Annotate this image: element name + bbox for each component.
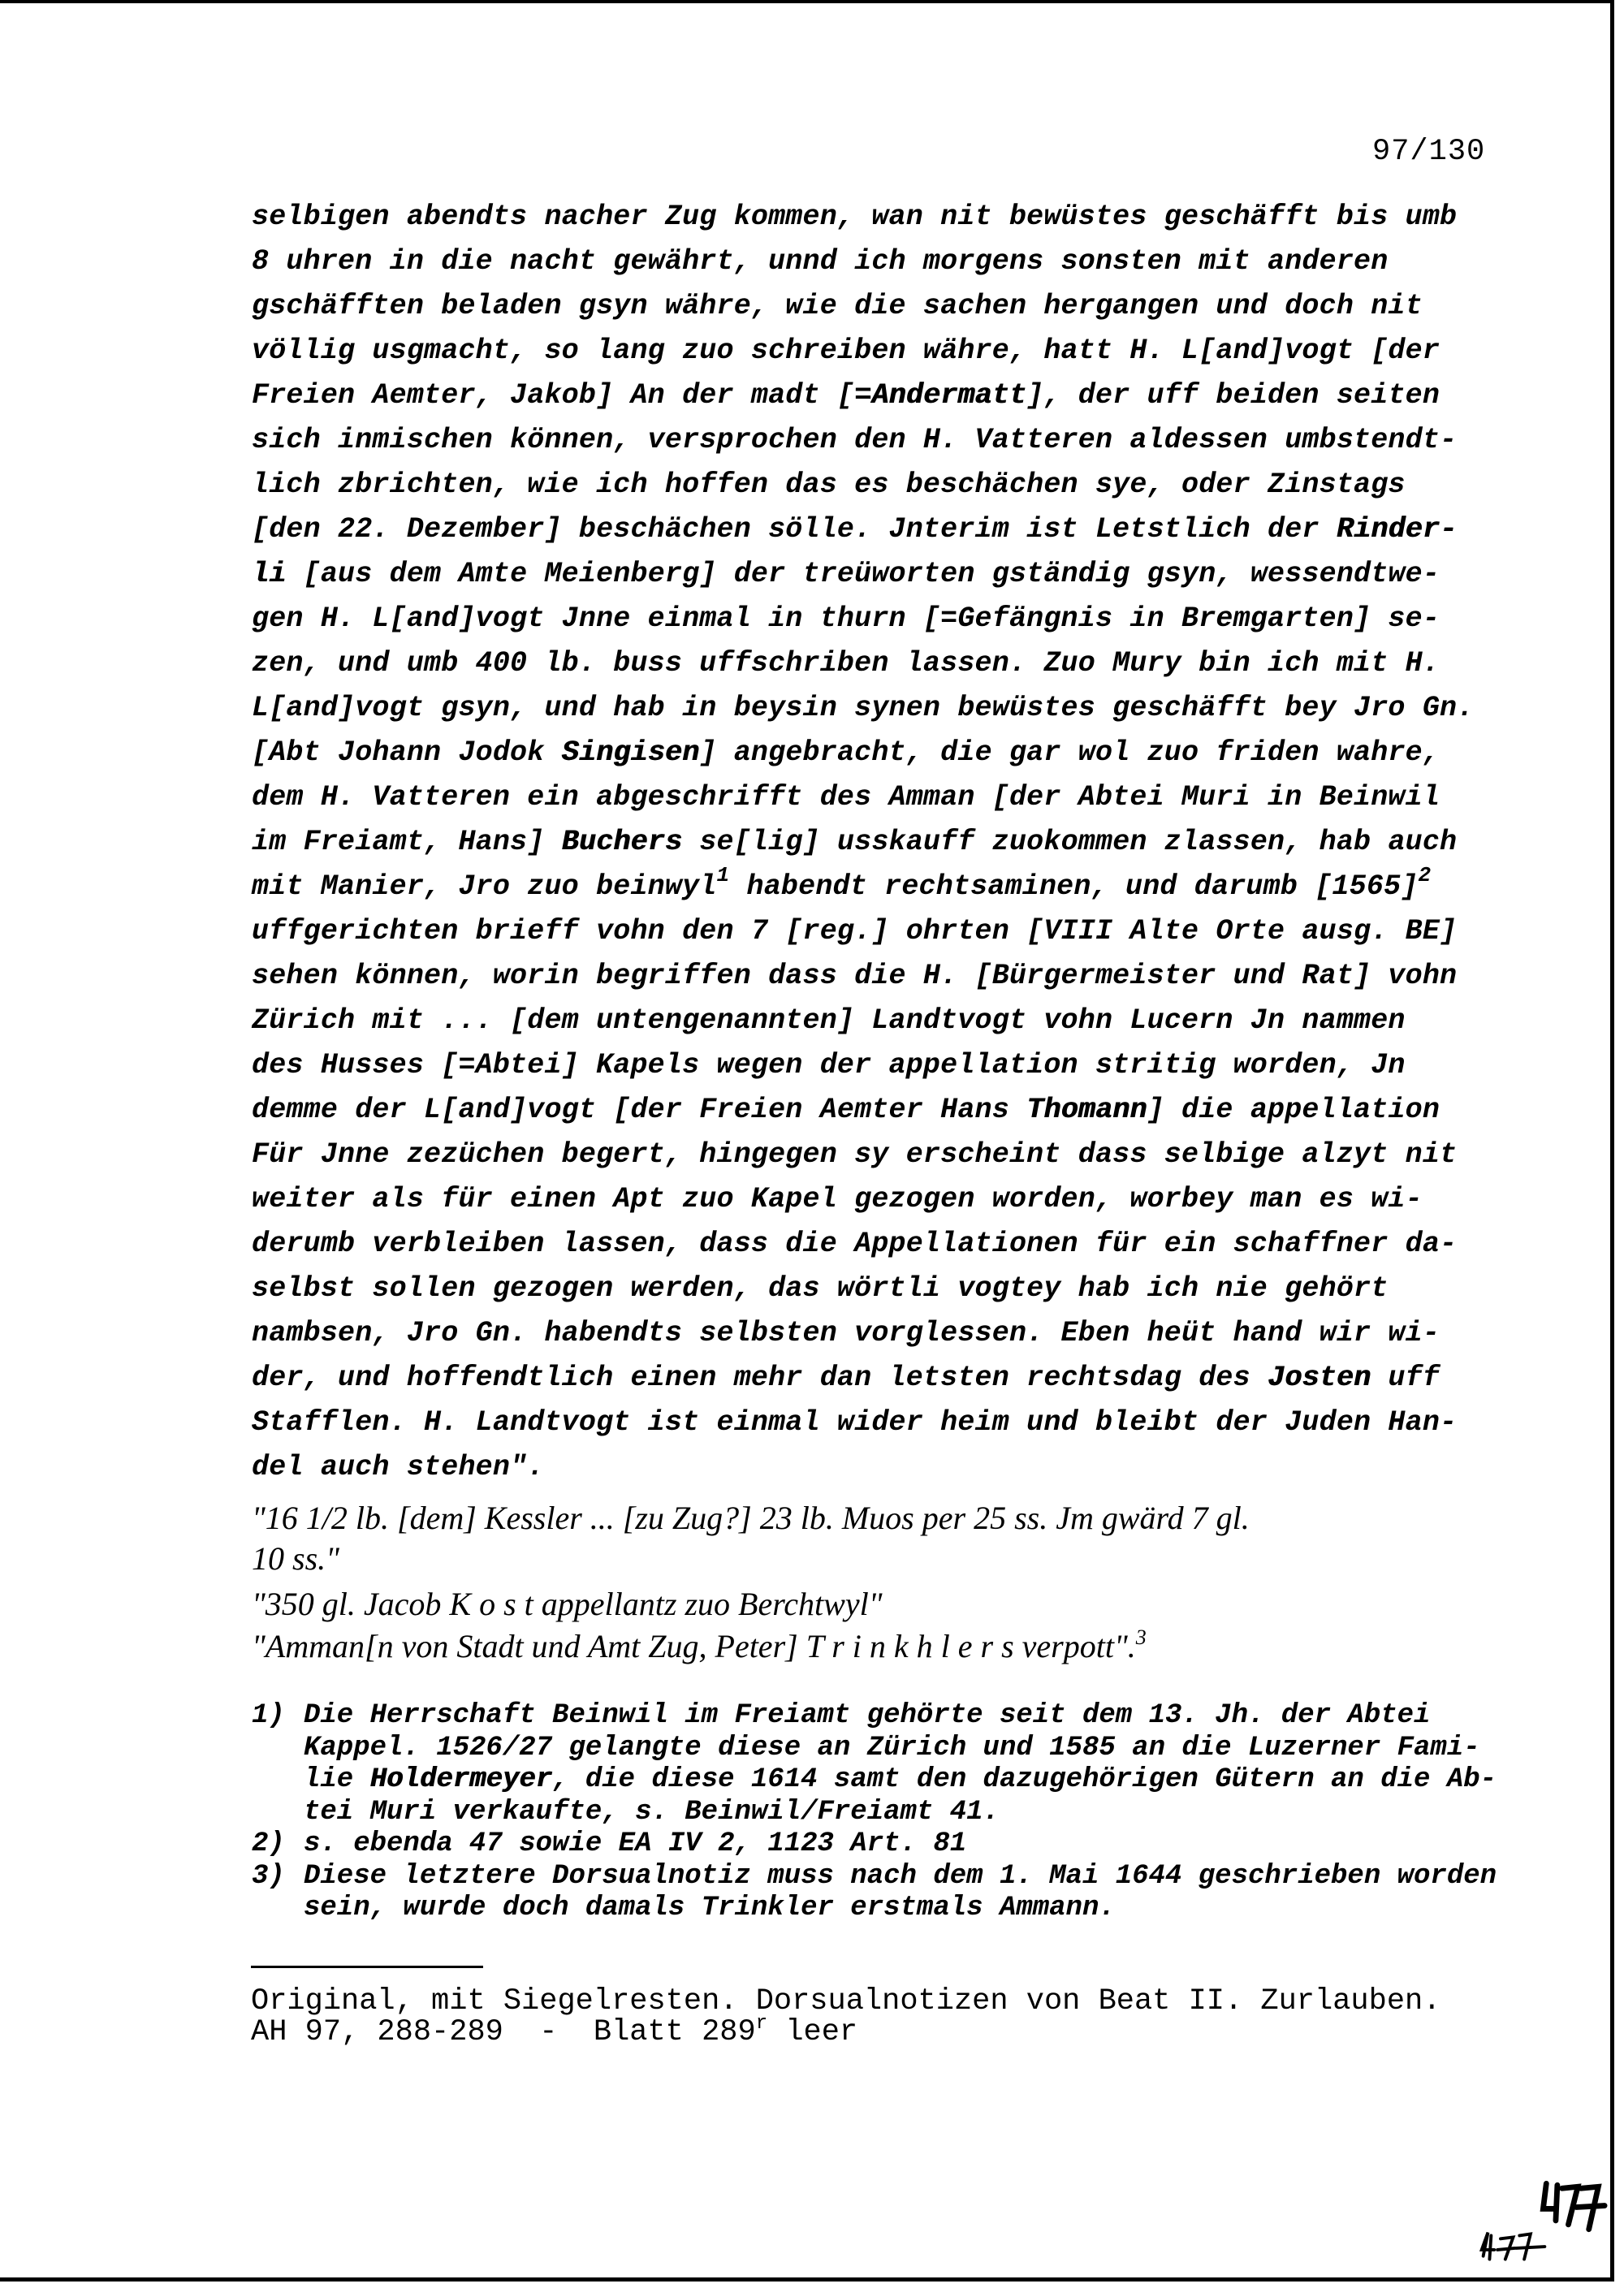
text-line — [252, 820, 1474, 865]
text-line — [252, 999, 1474, 1043]
text-line — [252, 195, 1474, 240]
footnote-line — [252, 1764, 1497, 1797]
text-line — [304, 1893, 1116, 1925]
footnote-ref: r — [755, 2013, 768, 2035]
text-line — [252, 1177, 1474, 1222]
footnote-line — [252, 1733, 1497, 1765]
text-line — [252, 909, 1474, 954]
text-line — [252, 1043, 1474, 1088]
text-segment: "350 gl. Jacob K o s t appellantz zuo Berchtwyl" — [252, 1586, 883, 1622]
text-line — [252, 373, 1474, 418]
text-line — [252, 1222, 1474, 1267]
text-segment: AH 97, 288-289 - Blatt 289 — [251, 2015, 756, 2049]
text-segment: sehen können, worin begriffen dass die H. [Bürgermeister und Rat] vohn — [252, 960, 1458, 992]
text-segment: derumb verbleiben lassen, dass die Appellationen für ein schaffner da- — [252, 1228, 1458, 1260]
text-segment: Kappel. 1526/27 gelangte diese an Zürich und 1585 an die Luzerner Fami- — [304, 1732, 1480, 1763]
text-line — [252, 463, 1474, 507]
text-line — [304, 1861, 1497, 1893]
text-segment: mit Manier, Jro zuo beinwyl — [252, 870, 717, 903]
text-line — [252, 597, 1474, 641]
text-line — [251, 1986, 1440, 2017]
main-text — [252, 195, 1474, 1490]
text-segment: "16 1/2 lb. [dem] Kessler ... [zu Zug?] 23 lb. Muos per 25 ss. Jm gwärd 7 gl. — [252, 1500, 1250, 1536]
footnote-line — [252, 1861, 1497, 1893]
text-line — [252, 1445, 1474, 1490]
text-line — [252, 686, 1474, 731]
text-segment: uff — [1371, 1362, 1440, 1394]
text-line — [252, 1267, 1474, 1311]
text-segment: nambsen, Jro Gn. habendts selbsten vorglessen. Eben heüt hand wir wi- — [252, 1317, 1440, 1349]
text-segment: völlig usgmacht, so lang zuo schreiben währe, hatt H. L[and]vogt [der — [252, 335, 1440, 367]
bold-name: Thomann — [1026, 1094, 1147, 1126]
text-line — [252, 775, 1474, 820]
footnote-ref: 1 — [716, 863, 730, 887]
bold-name: li — [252, 558, 287, 590]
bold-name: Rinder- — [1336, 513, 1458, 546]
text-line — [304, 1700, 1430, 1733]
text-line — [252, 1401, 1474, 1445]
text-segment: weiter als für einen Apt zuo Kapel gezogen worden, worbey man es wi- — [252, 1183, 1423, 1215]
text-segment: selbst sollen gezogen werden, das wörtli vogtey hab ich nie gehört — [252, 1272, 1389, 1305]
dorsal-note-line — [252, 1499, 1250, 1537]
bold-name: Josten — [1268, 1362, 1371, 1394]
text-line — [252, 418, 1474, 463]
text-segment: del auch stehen". — [252, 1451, 545, 1483]
text-segment: ] die appellation — [1147, 1094, 1440, 1126]
text-line — [252, 954, 1474, 999]
text-line — [252, 641, 1474, 686]
footnote-number — [252, 1764, 304, 1797]
text-segment: tei Muri verkaufte, s. Beinwil/Freiamt 41. — [304, 1796, 1000, 1828]
text-segment: Stafflen. H. Landtvogt ist einmal wider heim und bleibt der Juden Han- — [252, 1406, 1458, 1439]
text-segment: Für Jnne zezüchen begert, hingegen sy erscheint dass selbige alzyt nit — [252, 1138, 1458, 1171]
text-segment: sich inmischen können, versprochen den H. Vatteren aldessen umbstendt- — [252, 424, 1458, 456]
text-segment: 8 uhren in die nacht gewährt, unnd ich morgens sonsten mit anderen — [252, 245, 1389, 278]
text-line — [252, 865, 1474, 909]
footnote-number: 1) — [252, 1700, 285, 1731]
footnote-line — [252, 1797, 1497, 1829]
text-line — [252, 1356, 1474, 1401]
text-segment: se[lig] usskauff zuokommen zlassen, hab auch — [682, 826, 1458, 858]
text-line — [252, 284, 1474, 329]
text-segment: der, und hoffendtlich einen mehr dan letsten rechtsdag des — [252, 1362, 1268, 1394]
text-line — [304, 1764, 1497, 1797]
text-line — [252, 1088, 1474, 1133]
bold-name: =Andermatt — [854, 379, 1027, 412]
footnote-number: 2) — [252, 1828, 285, 1859]
text-segment: gen H. L[and]vogt Jnne einmal in thurn [=Gefängnis in Bremgarten] se- — [252, 602, 1440, 635]
text-line — [252, 240, 1474, 284]
text-segment: lie — [304, 1764, 370, 1795]
text-segment: sein, wurde doch damals Trinkler erstmals Ammann. — [304, 1893, 1116, 1923]
text-segment: [Abt Johann Jodok — [252, 736, 562, 769]
text-segment: "Amman[n von Stadt und Amt Zug, Peter] T r i n k h l e r s verpott". — [252, 1628, 1136, 1664]
text-segment: , die diese 1614 samt den dazugehörigen Gütern an die Ab- — [552, 1764, 1497, 1795]
text-line — [251, 2013, 1440, 2049]
text-line — [252, 1311, 1474, 1356]
dorsal-note-line — [252, 1627, 1147, 1665]
text-segment: lich zbrichten, wie ich hoffen das es beschächen sye, oder Zinstags — [252, 468, 1406, 501]
bold-name: Singisen — [561, 736, 700, 769]
footnote-ref: 3 — [1135, 1625, 1147, 1649]
footnote-number — [252, 1797, 304, 1829]
handwritten-folio-number — [1474, 2176, 1608, 2265]
text-segment: ], der uff beiden seiten — [1026, 379, 1440, 412]
text-segment: zen, und umb 400 lb. buss uffschriben lassen. Zuo Mury bin ich mit H. — [252, 647, 1440, 680]
text-segment: [den 22. Dezember] beschächen sölle. Jnterim ist Letstlich der — [252, 513, 1337, 546]
footnote-number — [252, 1893, 304, 1925]
footnotes — [252, 1700, 1497, 1925]
text-segment: 10 ss." — [252, 1540, 339, 1577]
text-segment: dem H. Vatteren ein abgeschrifft des Amman [der Abtei Muri in Beinwil — [252, 781, 1440, 814]
text-line — [252, 552, 1474, 597]
text-segment: selbigen abendts nacher Zug kommen, wan nit bewüstes geschäfft bis umb — [252, 201, 1458, 233]
text-line — [252, 329, 1474, 373]
footnote-line — [252, 1700, 1497, 1733]
footnote-line — [252, 1893, 1497, 1925]
footnote-number — [252, 1733, 304, 1765]
text-segment: Zürich mit ... [dem untengenannten] Landtvogt vohn Lucern Jn nammen — [252, 1004, 1406, 1037]
dorsal-note-line — [252, 1585, 882, 1623]
text-segment: ] angebracht, die gar wol zuo friden wahre, — [699, 736, 1440, 769]
source-note — [251, 1986, 1440, 2048]
bold-name: Buchers — [561, 826, 683, 858]
text-segment: des Husses [=Abtei] Kapels wegen der appellation stritig worden, Jn — [252, 1049, 1406, 1081]
text-segment: Die Herrschaft Beinwil im Freiamt gehörte seit dem 13. Jh. der Abtei — [304, 1700, 1431, 1731]
text-line — [252, 1133, 1474, 1177]
text-segment: Original, mit Siegelresten. Dorsualnotizen von Beat II. Zurlauben. — [251, 1984, 1441, 2018]
text-segment: im Freiamt, Hans] — [252, 826, 562, 858]
text-line — [252, 731, 1474, 775]
text-segment: uffgerichten brieff vohn den 7 [reg.] ohrten [VIII Alte Orte ausg. BE] — [252, 915, 1458, 948]
text-line — [252, 507, 1474, 552]
text-segment: habendt rechtsaminen, und darumb [1565] — [729, 870, 1419, 903]
text-line — [304, 1828, 966, 1861]
page-number: 97/130 — [1372, 135, 1486, 169]
footnote-ref: 2 — [1418, 863, 1432, 887]
dorsal-note-line — [252, 1539, 339, 1578]
text-segment: s. ebenda 47 sowie EA IV 2, 1123 Art. 81 — [304, 1828, 967, 1859]
text-segment: L[and]vogt gsyn, und hab in beysin synen bewüstes geschäfft bey Jro Gn. — [252, 692, 1475, 724]
bold-name: Holdermeyer — [369, 1764, 553, 1795]
text-segment: Freien Aemter, Jakob] An der madt [ — [252, 379, 855, 412]
text-line — [304, 1797, 1000, 1829]
footnote-line — [252, 1828, 1497, 1861]
text-line — [304, 1733, 1480, 1765]
text-segment: leer — [767, 2015, 858, 2049]
text-segment: gschäfften beladen gsyn währe, wie die sachen hergangen und doch nit — [252, 290, 1423, 322]
divider — [251, 1966, 483, 1968]
text-segment: Diese letztere Dorsualnotiz muss nach dem 1. Mai 1644 geschrieben worden — [304, 1860, 1497, 1892]
text-segment: [aus dem Amte Meienberg] der treüworten gständig gsyn, wessendtwe- — [286, 558, 1440, 590]
text-segment: demme der L[and]vogt [der Freien Aemter Hans — [252, 1094, 1027, 1126]
footnote-number: 3) — [252, 1860, 285, 1892]
